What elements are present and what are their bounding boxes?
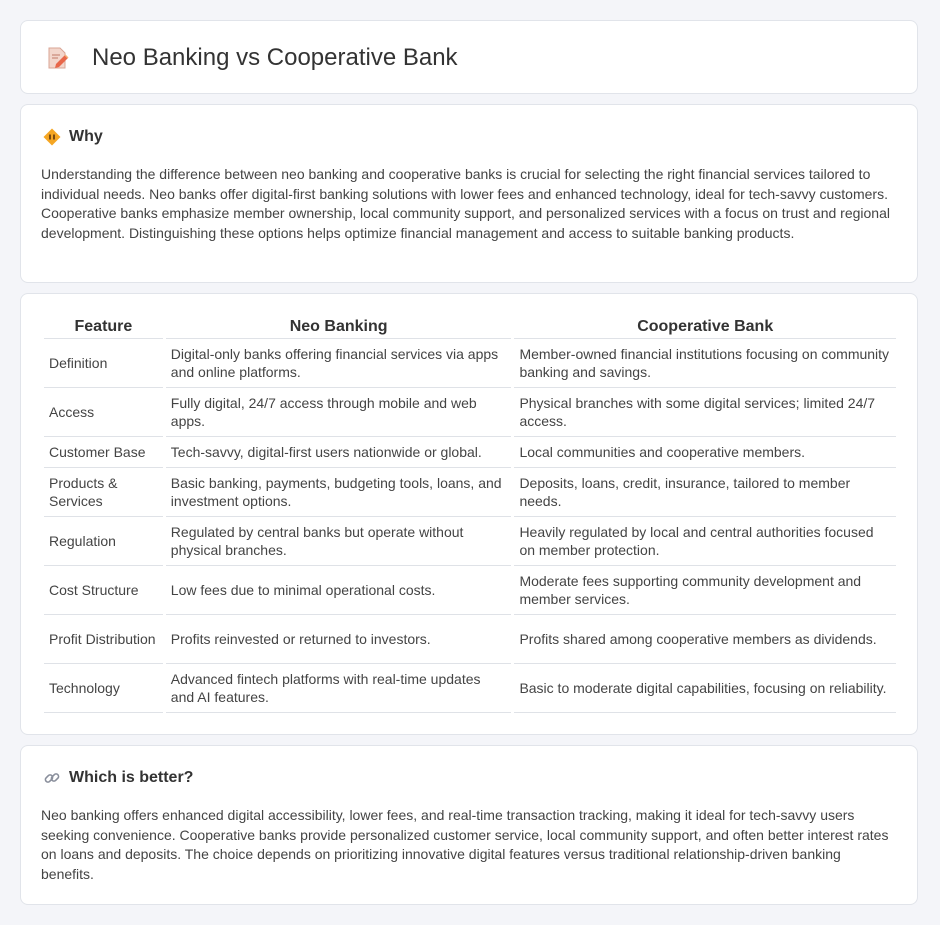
table-row [44,437,896,468]
neo-cell: Fully digital, 24/7 access through mobile and web apps. [166,388,512,437]
feature-cell: Definition [44,339,163,388]
neo-cell: Digital-only banks offering financial services via apps and online platforms. [166,339,512,388]
table-row [44,468,896,517]
feature-cell: Technology [44,664,163,713]
neo-cell: Advanced fintech platforms with real-time updates and AI features. [166,664,512,713]
diamond-sign-icon [43,128,61,146]
neo-cell: Basic banking, payments, budgeting tools, loans, and investment options. [166,468,512,517]
better-header [43,768,193,788]
comparison-table [41,316,899,713]
coop-cell: Member-owned financial institutions focusing on community banking and savings. [514,339,896,388]
neo-cell: Tech-savvy, digital-first users nationwide or global. [166,437,512,468]
table-row [44,517,896,566]
coop-cell: Local communities and cooperative members. [514,437,896,468]
table-header-row [44,316,896,339]
feature-cell: Access [44,388,163,437]
why-heading: Why [69,128,103,145]
coop-cell: Moderate fees supporting community development and member services. [514,566,896,615]
neo-cell: Profits reinvested or returned to investors. [166,615,512,664]
coop-cell: Physical branches with some digital services; limited 24/7 access. [514,388,896,437]
title-card [20,20,918,94]
comparison-card [20,293,918,735]
why-section [20,104,918,283]
feature-cell: Cost Structure [44,566,163,615]
neo-cell: Regulated by central banks but operate without physical branches. [166,517,512,566]
coop-cell: Basic to moderate digital capabilities, focusing on reliability. [514,664,896,713]
better-heading: Which is better? [69,769,194,786]
neo-cell: Low fees due to minimal operational costs. [166,566,512,615]
edit-document-icon [45,45,71,71]
header-feature: Feature [44,316,163,339]
coop-cell: Profits shared among cooperative members as dividends. [514,615,896,664]
table-row [44,339,896,388]
feature-cell: Products & Services [44,468,163,517]
feature-cell: Regulation [44,517,163,566]
better-section [20,745,918,905]
page-title: Neo Banking vs Cooperative Bank [92,44,458,71]
table-row [44,664,896,713]
coop-cell: Deposits, loans, credit, insurance, tailored to member needs. [514,468,896,517]
feature-cell: Customer Base [44,437,163,468]
table-row [44,388,896,437]
why-text: Understanding the difference between neo banking and cooperative banks is crucial for selecting the right financial services tailored to individual needs. Neo banks offer digital-first banking solutions with lower fees and enhanced technology, ideal for tech-savvy customers. Cooperative banks emphasize member ownership, local community support, and personalized services with a focus on trust and regional development. Distinguishing these options helps optimize financial management and access to suitable banking products. [41,166,890,241]
header-cooperative-bank: Cooperative Bank [514,316,896,339]
feature-cell: Profit Distribution [44,615,163,664]
table-row [44,615,896,664]
header-neo-banking: Neo Banking [166,316,512,339]
why-header [43,127,103,147]
better-text: Neo banking offers enhanced digital accessibility, lower fees, and real-time transaction tracking, making it ideal for tech-savvy users seeking convenience. Cooperative banks provide personalized customer service, local community support, and often better interest rates on loans and deposits. The choice depends on prioritizing innovative digital features versus traditional relationship-driven banking benefits. [41,807,889,882]
table-row [44,566,896,615]
coop-cell: Heavily regulated by local and central authorities focused on member protection. [514,517,896,566]
link-icon [43,769,61,787]
